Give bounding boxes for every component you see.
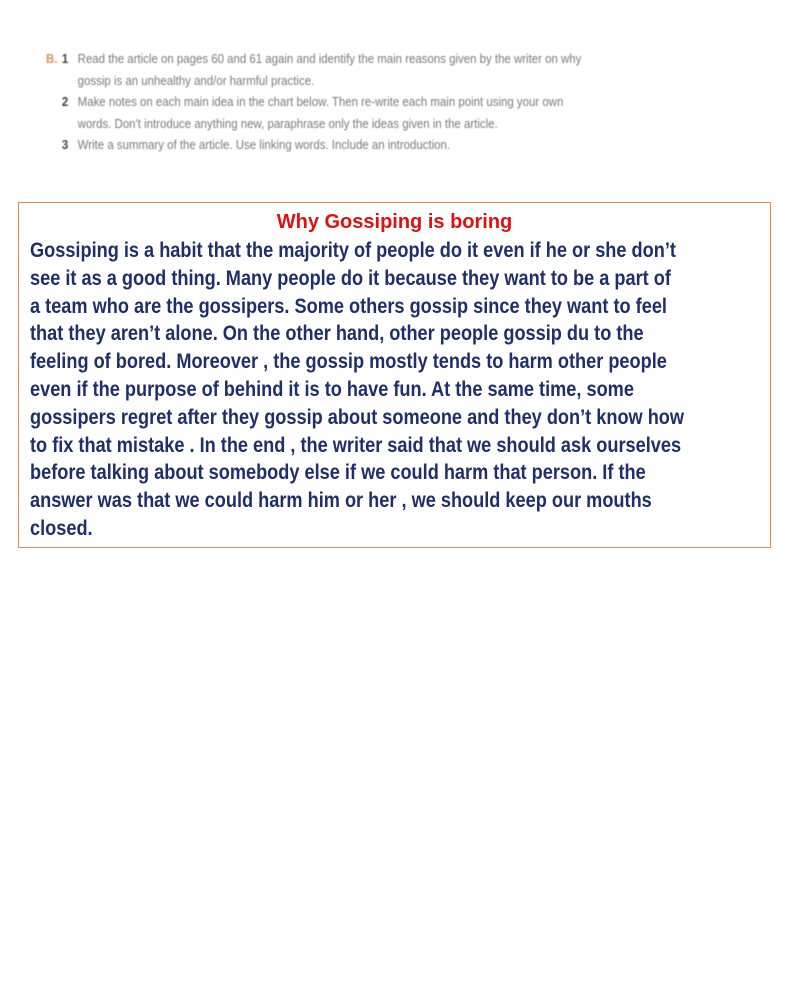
instruction-text: words. Don't introduce anything new, paraphrase only the ideas given in the article. [77, 115, 498, 131]
essay-line: Gossiping is a habit that the majority of people do it even if he or she don’t [30, 239, 676, 262]
instruction-3 [46, 134, 644, 156]
item-number: 1 [61, 51, 69, 66]
essay-title: Why Gossiping is boring [276, 211, 513, 233]
essay-line: gossipers regret after they gossip about someone and they don’t know how [30, 405, 685, 429]
instruction-text: gossip is an unhealthy and/or harmful practice. [77, 72, 315, 88]
instructions-image [46, 48, 726, 156]
instruction-2 [46, 91, 644, 113]
item-number: 3 [61, 137, 69, 152]
essay-line: closed. [30, 516, 93, 540]
instruction-1-cont [46, 70, 644, 92]
essay-line: that they aren’t alone. On the other hand, other people gossip du to the [30, 322, 644, 346]
instruction-2-cont [46, 113, 644, 135]
essay-line: even if the purpose of behind it is to have fun. At the same time, some [30, 377, 634, 401]
essay-box [18, 202, 771, 548]
essay-line: feeling of bored. Moreover , the gossip mostly tends to harm other people [30, 350, 667, 374]
essay-line: answer was that we could harm him or her , we should keep our mouths [30, 489, 652, 513]
section-label: B. [46, 51, 58, 66]
essay-line: see it as a good thing. Many people do it because they want to be a part of [30, 266, 671, 290]
instruction-text: Read the article on pages 60 and 61 again and identify the main reasons given by the writer on why [77, 51, 582, 66]
essay-line: a team who are the gossipers. Some others gossip since they want to feel [30, 294, 667, 318]
instruction-text: Make notes on each main idea in the chart below. Then re-write each main point using your own [77, 94, 564, 109]
essay-line: before talking about somebody else if we could harm that person. If the [30, 461, 646, 485]
essay-line: to fix that mistake . In the end , the writer said that we should ask ourselves [30, 433, 682, 457]
essay-body [30, 237, 786, 543]
item-number: 2 [61, 94, 69, 109]
instruction-1 [46, 48, 644, 70]
instruction-text: Write a summary of the article. Use linking words. Include an introduction. [77, 137, 451, 152]
